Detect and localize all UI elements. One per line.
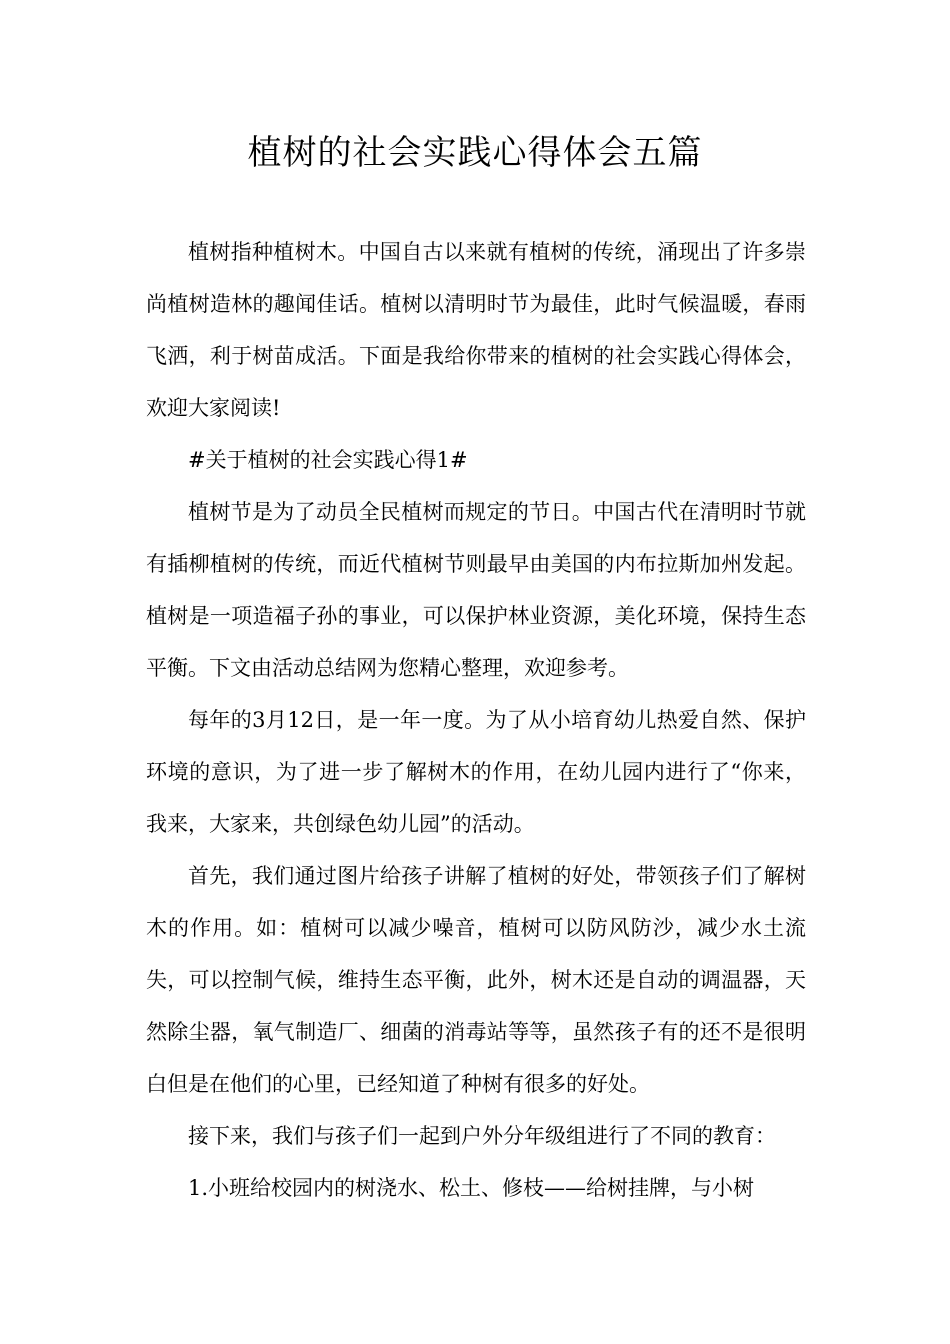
paragraph: 每年的3月12日，是一年一度。为了从小培育幼儿热爱自然、保护环境的意识，为了进一步了解树木的作用，在幼儿园内进行了“你来，我来，大家来，共创绿色幼儿园”的活动。 (146, 708, 806, 836)
section-heading: #关于植树的社会实践心得1# (188, 448, 468, 472)
list-item: 1.小班给校园内的树浇水、松土、修枝——给树挂牌，与小树 (188, 1176, 755, 1200)
paragraph: 首先，我们通过图片给孩子讲解了植树的好处，带领孩子们了解树木的作用。如：植树可以减少噪音，植树可以防风防沙，减少水土流失，可以控制气候，维持生态平衡，此外，树木还是自动的调温器，天然除尘器，氧气制造厂、细菌的消毒站等等，虽然孩子有的还不是很明白但是在他们的心里，已经知道了种树有很多的好处。 (146, 864, 806, 1096)
paragraph-intro: 植树指种植树木。中国自古以来就有植树的传统，涌现出了许多崇尚植树造林的趣闻佳话。植树以清明时节为最佳，此时气候温暖，春雨飞洒，利于树苗成活。下面是我给你带来的植树的社会实践心得体会，欢迎大家阅读! (146, 240, 806, 420)
document-body (146, 226, 806, 1214)
document-title: 植树的社会实践心得体会五篇 (247, 133, 703, 173)
paragraph: 接下来，我们与孩子们一起到户外分年级组进行了不同的教育： (188, 1124, 776, 1148)
paragraph: 植树节是为了动员全民植树而规定的节日。中国古代在清明时节就有插柳植树的传统，而近代植树节则最早由美国的内布拉斯加州发起。植树是一项造福子孙的事业，可以保护林业资源，美化环境，保持生态平衡。下文由活动总结网为您精心整理，欢迎参考。 (146, 500, 806, 680)
